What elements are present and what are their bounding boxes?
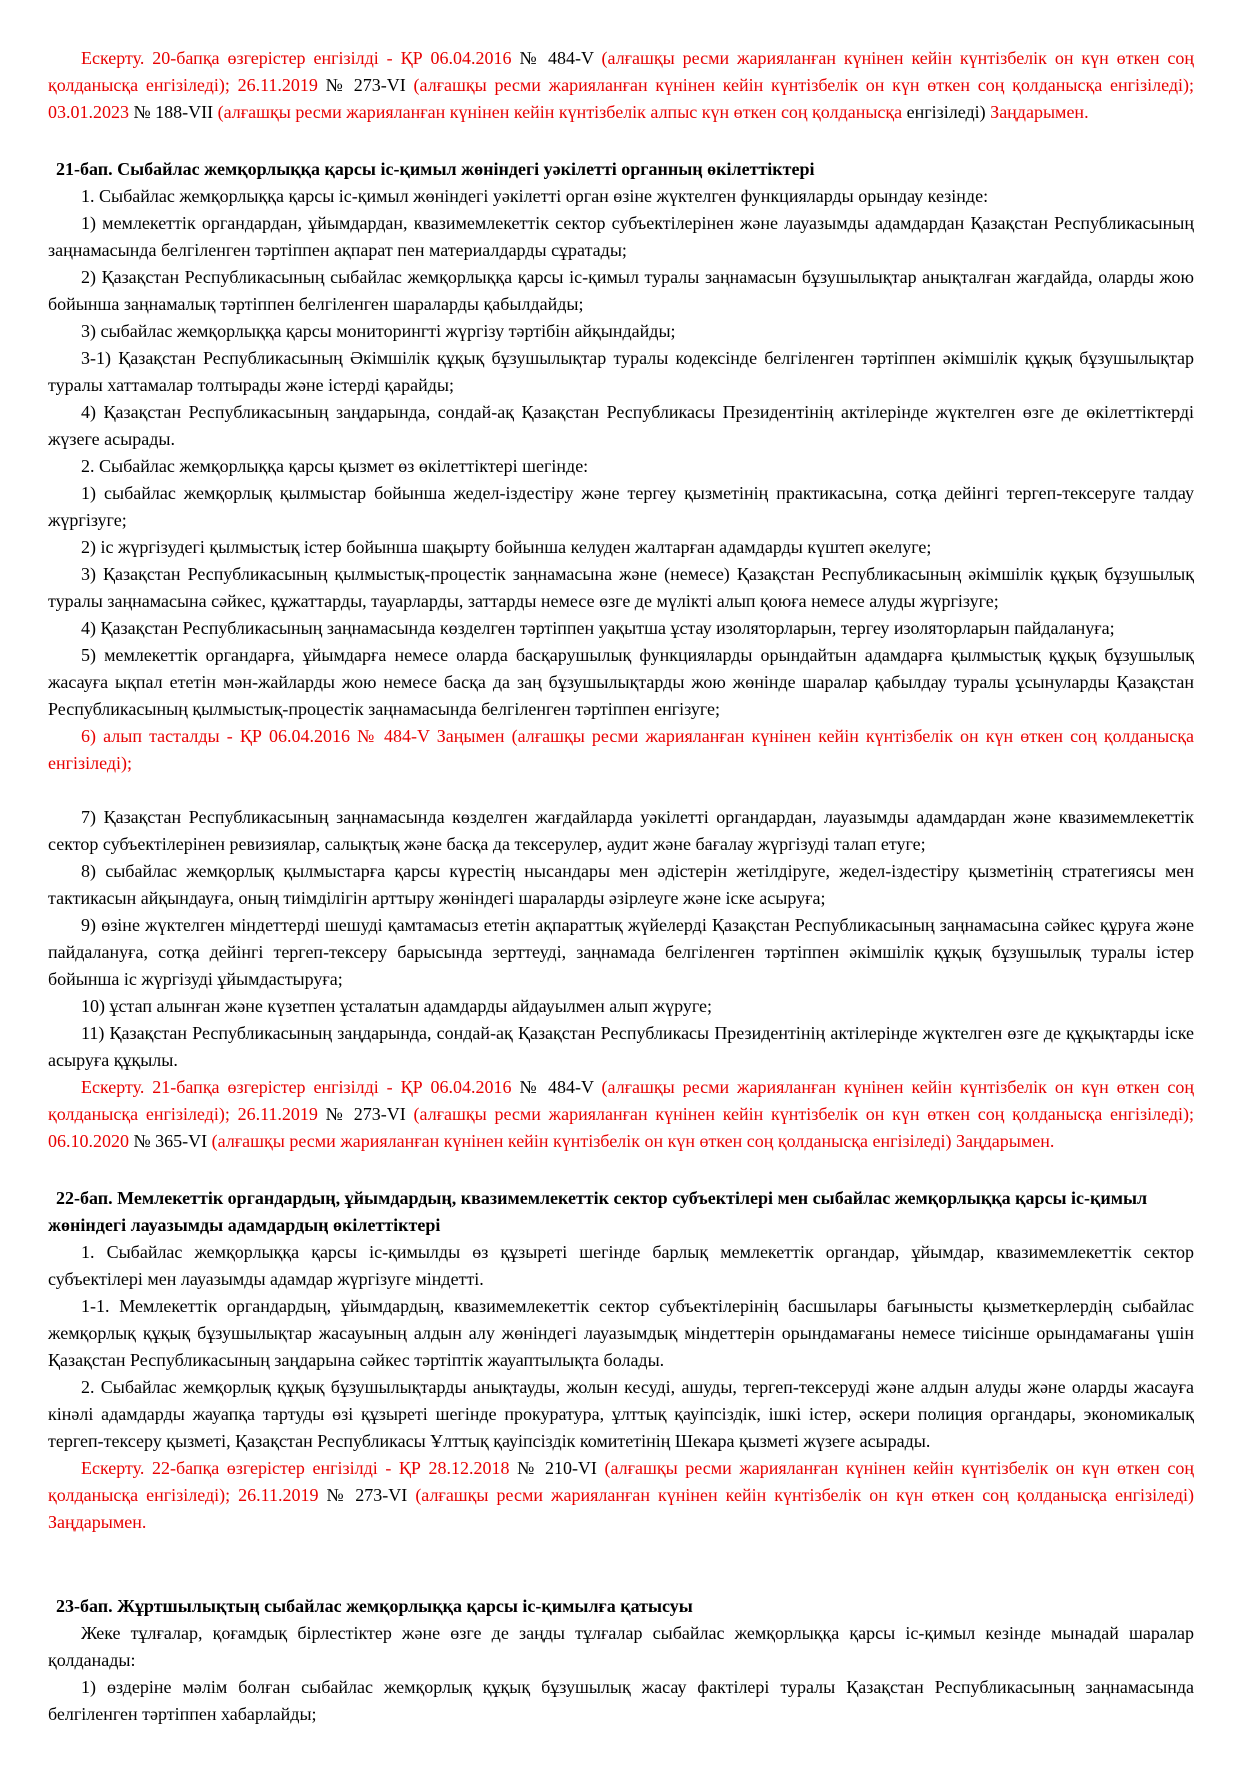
law-paragraph [48, 912, 1194, 993]
text-run: (алғашқы ресми жарияланған күнінен кейін күнтізбелік он күн өткен соң қолданысқа енгізіледі); 03.01.2023 [48, 75, 1194, 122]
text-run: 8) сыбайлас жемқорлық қылмыстарға қарсы күрестің нысандары мен әдістерін жетілдіруге, жедел-іздестіру қызметінің стратегиясы мен тактикасын айқындауға, оның тиімділігін арттыру жөніндегі шараларды әзірлеуге және іске асыруға; [48, 861, 1194, 908]
text-run: (алғашқы ресми жарияланған күнінен кейін күнтізбелік он күн өткен соң қолданысқа енгізіледі); 26.11.2019 [48, 1458, 1194, 1505]
law-paragraph [48, 858, 1194, 912]
article-heading [48, 1185, 1194, 1239]
law-paragraph [48, 1374, 1194, 1455]
law-paragraph [48, 561, 1194, 615]
text-run: Ескерту. 20-бапқа өзгерістер енгізілді - ҚР 06.04.2016 [81, 48, 520, 68]
text-run: 4) Қазақстан Республикасының заңнамасында көзделген тәртіппен уақытша ұстау изоляторларын, тергеу изоляторларын пайдалануға; [81, 618, 1115, 638]
law-paragraph [48, 1020, 1194, 1074]
text-run: 9) өзіне жүктелген міндеттерді шешуді қамтамасыз ететін ақпараттық жүйелерді Қазақстан Республикасының заңнамасына сәйкес құруға және пайдалануға, сотқа дейінгі тергеп-тексеру барысында зерттеуді, заңнамада белгіленген тәртіппен әкімшілік құқық бұзушылық туралы істер бойынша іс жүргізуді ұйымдастыруға; [48, 915, 1194, 989]
text-run: (алғашқы ресми жарияланған күнінен кейін күнтізбелік он күн өткен соң қолданысқа енгізіледі); 26.11.2019 [48, 1077, 1195, 1124]
law-paragraph [48, 210, 1194, 264]
paragraph-spacer [48, 1536, 1194, 1563]
text-run: № 365-VI [133, 1131, 212, 1151]
law-paragraph [48, 1674, 1194, 1728]
document-body [48, 45, 1194, 1728]
amendment-note [48, 45, 1194, 126]
law-paragraph [48, 615, 1194, 642]
text-run: 2) Қазақстан Республикасының сыбайлас жемқорлыққа қарсы іс-қимыл туралы заңнамасын бұзушылықтар анықталған жағдайда, оларды жою бойынша заңнамалық тәртіппен белгіленген шараларды қабылдайды; [48, 267, 1194, 314]
law-paragraph [48, 993, 1194, 1020]
text-run: (алғашқы ресми жарияланған күнінен кейін күнтізбелік алпыс күн өткен соң қолданысқа [217, 102, 907, 122]
article-heading [48, 156, 1194, 183]
text-run: 1. Сыбайлас жемқорлыққа қарсы іс-қимыл жөніндегі уәкілетті орган өзіне жүктелген функцияларды орындау кезінде: [81, 186, 989, 206]
text-run: 10) ұстап алынған және күзетпен ұсталатын адамдарды айдауылмен алып жүруге; [81, 996, 712, 1016]
text-run: (алғашқы ресми жарияланған күнінен кейін күнтізбелік он күн өткен соң қолданысқа енгізіледі); 26.11.2019 [48, 48, 1195, 95]
text-run: 5) мемлекеттік органдарға, ұйымдарға немесе оларда басқарушылық функцияларды орындайтын адамдарға қылмыстық құқық бұзушылық жасауға ықпал ететін мән-жайларды жою немесе басқа да заң бұзушылықтарды жою жөнінде шаралар қабылдау туралы ұсынуларды Қазақстан Республикасының қылмыстық-процестік заңнамасында белгіленген тәртіппен енгізуге; [48, 645, 1194, 719]
article-heading [48, 1593, 1194, 1620]
law-paragraph [48, 642, 1194, 723]
text-run: № 210-VI [517, 1458, 605, 1478]
amendment-note [48, 1074, 1194, 1155]
text-run: Жеке тұлғалар, қоғамдық бірлестіктер және өзге де заңды тұлғалар сыбайлас жемқорлыққа қарсы іс-қимыл кезінде мынадай шаралар қолданады: [48, 1623, 1194, 1670]
law-paragraph [48, 480, 1194, 534]
text-run: 2. Сыбайлас жемқорлық құқық бұзушылықтарды анықтауды, жолын кесуді, ашуды, тергеп-тексеруді және алдын алуды және оларды жасауға кінәлі адамдарды жауапқа тартуды өзі құзыреті шегінде прокуратура, ұлттық қауіпсіздік, ішкі істер, әскери полиция органдары, экономикалық тергеп-тексеру қызметі, Қазақстан Республикасы Ұлттық қауіпсіздік комитетінің Шекара қызметі жүзеге асырады. [48, 1377, 1194, 1451]
law-paragraph [48, 345, 1194, 399]
law-paragraph [48, 1293, 1194, 1374]
text-run: 11) Қазақстан Республикасының заңдарында, сондай-ақ Қазақстан Республикасы Президентінің актілерінде жүктелген өзге де құқықтарды іске асыруға құқылы. [48, 1023, 1194, 1070]
text-run: 3) Қазақстан Республикасының қылмыстық-процестік заңнамасына және (немесе) Қазақстан Республикасының әкімшілік құқық бұзушылық туралы заңнамасына сәйкес, құжаттарды, тауарларды, заттарды немесе өзге де мүлікті алып қоюға немесе алуды жүргізуге; [48, 564, 1194, 611]
text-run: Заңдарымен. [990, 102, 1089, 122]
paragraph-spacer [48, 777, 1194, 804]
text-run: (алғашқы ресми жарияланған күнінен кейін күнтізбелік он күн өткен соң қолданысқа енгізіледі); 06.10.2020 [48, 1104, 1194, 1151]
text-run: (алғашқы ресми жарияланған күнінен кейін күнтізбелік он күн өткен соң қолданысқа енгізіледі) Заңдарымен. [48, 1485, 1194, 1532]
text-run: 21-бап. Сыбайлас жемқорлыққа қарсы іс-қимыл жөніндегі уәкілетті органның өкілеттіктері [56, 159, 815, 179]
text-run: 1) мемлекеттік органдардан, ұйымдардан, квазимемлекеттік сектор субъектілерінен және лауазымды адамдардан Қазақстан Республикасының заңнамасында белгіленген тәртіппен ақпарат пен материалдарды сұратады; [48, 213, 1194, 260]
text-run: Ескерту. 22-бапқа өзгерістер енгізілді - ҚР 28.12.2018 [81, 1458, 518, 1478]
text-run: Ескерту. 21-бапқа өзгерістер енгізілді - ҚР 06.04.2016 [81, 1077, 520, 1097]
text-run: № 484-V [519, 1077, 602, 1097]
text-run: № 273-VI [325, 1104, 414, 1124]
text-run: 2. Сыбайлас жемқорлыққа қарсы қызмет өз өкілеттіктері шегінде: [81, 456, 589, 476]
law-paragraph [48, 1239, 1194, 1293]
text-run: 1) сыбайлас жемқорлық қылмыстар бойынша жедел-іздестіру және тергеу қызметінің практикасына, сотқа дейінгі тергеп-тексеруге талдау жүргізуге; [48, 483, 1194, 530]
text-run: № 273-VI [326, 1485, 416, 1505]
text-run: 3-1) Қазақстан Республикасының Әкімшілік құқық бұзушылықтар туралы кодексінде белгіленген тәртіппен әкімшілік құқық бұзушылықтар туралы хаттамалар толтырады және істерді қарайды; [48, 348, 1194, 395]
text-run: 1-1. Мемлекеттік органдардың, ұйымдардың, квазимемлекеттік сектор субъектілерінің басшылары бағынысты қызметкерлердің сыбайлас жемқорлық құқық бұзушылықтар жасауының алдын алу жөніндегі лауазымдық міндеттерін орындамағаны немесе тиісінше орындамағаны үшін Қазақстан Республикасының заңдарына сәйкес тәртіптік жауаптылықта болады. [48, 1296, 1194, 1370]
text-run: 4) Қазақстан Республикасының заңдарында, сондай-ақ Қазақстан Республикасы Президентінің актілерінде жүктелген өзге де өкілеттіктерді жүзеге асырады. [48, 402, 1194, 449]
text-run: 2) іс жүргізудегі қылмыстық істер бойынша шақырту бойынша келуден жалтарған адамдарды күштеп әкелуге; [81, 537, 932, 557]
text-run: № 273-VI [325, 75, 414, 95]
amendment-note [48, 1455, 1194, 1536]
law-paragraph [48, 183, 1194, 210]
text-run: 7) Қазақстан Республикасының заңнамасында көзделген жағдайларда уәкілетті органдардан, лауазымды адамдардан және квазимемлекеттік сектор субъектілерінен ревизиялар, салықтық және басқа да тексерулер, аудит және бағалау жүргізуді талап етуге; [48, 807, 1194, 854]
text-run: № 188-VII [133, 102, 218, 122]
law-paragraph [48, 1620, 1194, 1674]
text-run: 1) өздеріне мәлім болған сыбайлас жемқорлық құқық бұзушылық жасау фактілері туралы Қазақстан Республикасының заңнамасында белгіленген тәртіппен хабарлайды; [48, 1677, 1194, 1724]
amendment-note [48, 723, 1194, 777]
text-run: 3) сыбайлас жемқорлыққа қарсы мониторингті жүргізу тәртібін айқындайды; [81, 321, 676, 341]
law-paragraph [48, 804, 1194, 858]
text-run: енгізіледі) [906, 102, 991, 122]
law-paragraph [48, 534, 1194, 561]
law-paragraph [48, 318, 1194, 345]
law-paragraph [48, 399, 1194, 453]
text-run: 22-бап. Мемлекеттік органдардың, ұйымдардың, квазимемлекеттік сектор субъектілері мен сыбайлас жемқорлыққа қарсы іс-қимыл жөніндегі лауазымды адамдардың өкілеттіктері [48, 1188, 1148, 1235]
text-run: 23-бап. Жұртшылықтың сыбайлас жемқорлыққа қарсы іс-қимылға қатысуы [56, 1596, 693, 1616]
text-run: 1. Сыбайлас жемқорлыққа қарсы іс-қимылды өз құзыреті шегінде барлық мемлекеттік органдар, ұйымдар, квазимемлекеттік сектор субъектілері мен лауазымды адамдар жүргізуге міндетті. [48, 1242, 1194, 1289]
law-paragraph [48, 453, 1194, 480]
text-run: 6) алып тасталды - ҚР 06.04.2016 № 484-V Заңымен (алғашқы ресми жарияланған күнінен кейін күнтізбелік он күн өткен соң қолданысқа енгізіледі); [48, 726, 1194, 773]
law-paragraph [48, 264, 1194, 318]
text-run: № 484-V [519, 48, 602, 68]
text-run: (алғашқы ресми жарияланған күнінен кейін күнтізбелік он күн өткен соң қолданысқа енгізіледі) Заңдарымен. [211, 1131, 1055, 1151]
